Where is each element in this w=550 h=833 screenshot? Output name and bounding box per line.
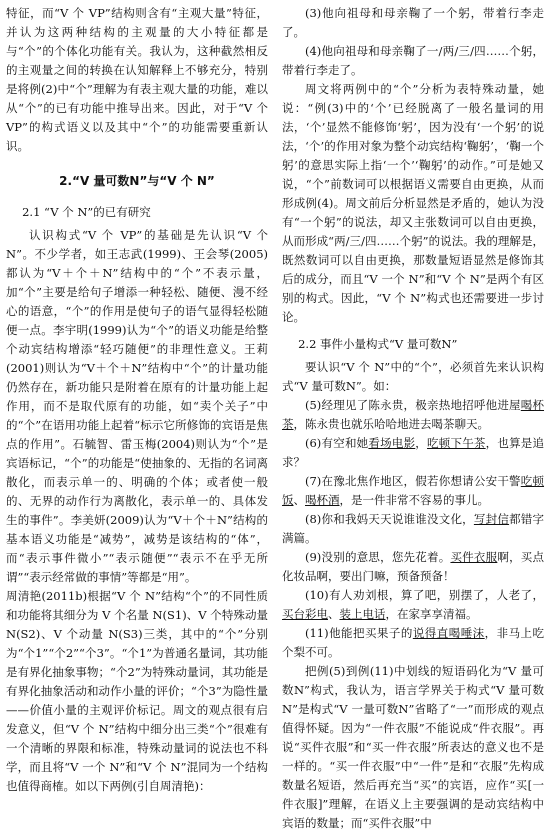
subsection-title-2-2: 2.2 事件小量构式“V 量可数N” [298,337,458,351]
underlined-phrase: 装上电话 [339,607,386,621]
zhou-analysis-paragraph: 周文将两例中的“个”分析为表特殊动量，她说：“例(3)中的‘个’已经脱离了一般名量词的用法，‘个’显然不能修饰‘躬’，因为没有‘一个躬’的说法，‘个’的作用对象为整个动宾结构‘鞠躬’，‘鞠一个躬’的意思实际上指‘一个’‘鞠躬’的动作。”可是她又说，“个”前数词可以根据语义需要自由更换，从而形成例(4)。周文前后分析显然是矛盾的，她认为没有“一个躬”的说法，却又主张数词可以自由更换，从而形成“两/三/四……个躬”的说法。我的理解是，既然数词可以自由更换，那数量短语显然是修饰其后的成分，而且“V 一个 N”和“V 个 N”是两个有区别的构式。因此，“V 个 N”构式也还需要进一步讨论。 [282,82,544,324]
underlined-phrase: 看场电影 [368,436,416,450]
research-paragraph-continued: 周清艳(2011b)根据“V 个 N”结构“个”的不同性质和功能将其细分为 V 个名量 N(S1)、V 个特殊动量 N(S2)、V 个动量 N(S3)三类，其中的“个”分别为“个1”“个2”“个3”。“个1”为普通名量词，其功能是有界化抽象事物；“个2”为特殊动量词，其功能是有界化抽象活动和动作小量的评价；“个3”为隐性量——价值小量的主观评价标记。周文的观点很有启发意义，但“V 个 N”结构中细分出三类“个”很难有一个清晰的界限和标准，特殊动量词的说法也不科学，而且将“V 一个 N”和“V 个 N”混同为一个结构也值得商榷。如以下两例(引自周清艳)： [6,589,268,793]
underlined-phrase: 说得直喝唾沫 [412,626,485,640]
subsection-title-2-1: 2.1 “V 个 N”的已有研究 [22,205,151,219]
underlined-phrase: 吃顿下午茶 [427,436,486,450]
example-3: (3)他向祖母和母亲鞠了一个躬，带着行李走了。 [282,6,544,39]
analysis-paragraph: 把例(5)到例(11)中划线的短语码化为“V 量可数N”构式，我认为，语言学界关于构式“V 量可数N”是构式“V 一量可数N”省略了“一”而形成的观点值得怀疑。因为“一件衣服”不能说成“件衣服”。再说“买件衣服”和“买一件衣服”所表达的意义也不是一样的。“买一件衣服”中“一件”是和“衣服”先构成数量名短语，然后再充当“买”的宾语，应作“买[一件衣服]”理解，在语义上主要强调的是动宾结构中宾语的数量；而“买件衣服”中 [282,664,544,830]
intro-paragraph: 特征，而“V 个 VP”结构则含有“主观大量”特征，并认为这两种结构的主观量的大小特征都是与“个”的个体化功能有关。我认为，这种截然相反的主观量之间的转换在认知解释上不够充分，特别是将例(2)中“个”理解为有表主观大量的功能，难以从“个”的已有功能中推导出来。因此，对于“V 个 VP”的构式语义以及其中“个”的功能需要重新认识。 [6,6,268,153]
example-7: (7)在豫北焦作地区，假若你想请公安干警吃顿饭、喝杯酒，是一件非常不容易的事儿。 [282,474,545,507]
underlined-phrase: 买件衣服 [450,550,498,564]
underlined-phrase: 喝杯酒 [305,493,340,507]
underlined-phrase: 买台彩电 [282,607,328,621]
example-9: (9)没别的意思，您先花着。买件衣服啊，买点化妆品啊，要出门嘛，预备预备！ [282,550,545,583]
left-column [6,4,268,796]
example-5: (5)经理见了陈永贵，极亲热地招呼他进屋喝杯茶，陈永贵也就乐哈哈地进去喝茶聊天。 [282,398,545,431]
example-6: (6)有空和她看场电影，吃顿下午茶，也算是追求？ [282,436,545,469]
definition-paragraph: 要认识“V 个 N”中的“个”，必须首先来认识构式“V 量可数N”。如： [282,360,544,393]
example-8: (8)你和我妈天天说谁谁没文化，写封信都错字满篇。 [282,512,545,545]
example-4: (4)他向祖母和母亲鞠了一/两/三/四……个躬，带着行李走了。 [282,44,544,77]
underlined-phrase: 吃顿饭 [282,474,545,507]
example-10: (10)有人劝刘根，算了吧，别摆了，人老了，买台彩电、装上电话，在家享享清福。 [282,588,544,621]
underlined-phrase: 喝杯茶 [282,398,545,431]
section-title: 2.“V 量可数N”与“V 个 N” [59,174,215,188]
research-paragraph: 认识构式“V 个 VP”的基础是先认识“V 个 N”。不少学者，如王志武(1999)、王会琴(2005)都认为“V＋个＋N”结构中的“个”不表示量，加“个”主要是给句子增添一种轻松、随便、漫不经心的语意，“个”的作用是使句子的语气显得轻松随便一点。李宇明(1999)认为“个”的语义功能是给整个动宾结构增添“轻巧随便”的非理性意义。王莉(2001)则认为“V＋个＋N”结构中“个”的计量功能仍然存在，新功能只是附着在原有的计量功能上起作用，而不是取代原有的功能，如“卖个关子”中的“个”在语用功能上起着“标示它所修饰的宾语是焦点的作用”。石毓智、雷玉梅(2004)则认为“个”是宾语标记，“个”的功能是“使抽象的、无指的名词离散化，而表示单一的、明确的个体；或者使一般的、无界的动作行为离散化，表示单一的、具体发生的事件”。李美妍(2009)认为“V＋个＋N”结构的基本语义功能是“减势”，减势是该结构的“体”，而“表示事件微小”“表示随便”“表示不在乎无所谓”“表示经常做的事情”等都是“用”。 [6,228,268,584]
underlined-phrase: 写封信 [473,512,510,526]
example-11: (11)他能把买果子的说得直喝唾沫，非马上吃个梨不可。 [282,626,545,659]
right-column [282,4,544,833]
